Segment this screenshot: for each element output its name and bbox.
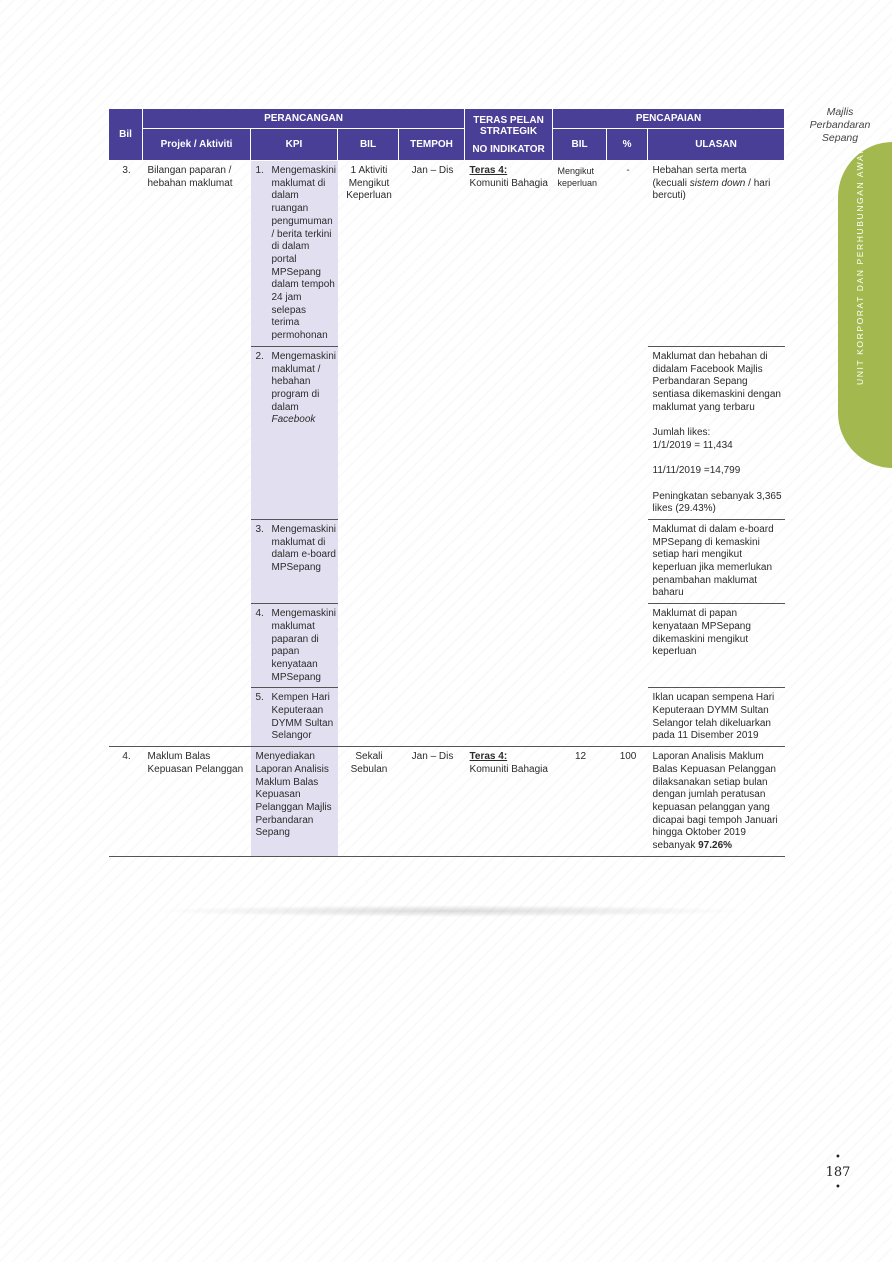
dot-icon: •: [835, 1182, 841, 1193]
header-no-indikator: NO INDIKATOR: [472, 143, 545, 155]
row-capai-pct: -: [607, 161, 648, 747]
ulasan-cell: Maklumat di dalam e-board MPSepang di kemaskini setiap hari mengikut keperluan jika memerlukan penambahan maklumat baharu: [648, 519, 785, 603]
header-perancangan: PERANCANGAN: [143, 109, 465, 129]
kpi-number: 1.: [255, 165, 264, 176]
page-number: 187: [825, 1165, 851, 1180]
header-teras-title: TERAS PELAN STRATEGIK: [473, 114, 544, 137]
header-teras: [465, 109, 553, 161]
org-line-1: Majlis: [826, 106, 854, 118]
kpi-number: 3.: [255, 523, 264, 535]
org-line-3: Sepang: [821, 132, 859, 144]
ulasan-text: Laporan Analisis Maklum Balas Kepuasan Pelanggan dilaksanakan setiap bulan dengan jumlah peratusan kepuasan pelanggan yang dicapai bagi tempoh Januari hingga Oktober 2019 sebanyak: [652, 751, 778, 852]
teras-label: Teras 4:: [469, 751, 508, 763]
header-bil-plan: BIL: [338, 129, 399, 161]
header-percent: %: [607, 129, 648, 161]
kpi-cell: [251, 604, 338, 688]
organization-name: [800, 106, 880, 145]
page-number-block: [818, 1152, 858, 1194]
kpi-text: Mengemaskini maklumat paparan di papan kenyataan MPSepang: [271, 608, 336, 683]
kpi-text: Mengemaskini maklumat di dalam ruangan pengumuman / berita terkini di dalam portal MPSepang dalam tempoh 24 jam selepas terima permohonan: [271, 165, 336, 342]
header-kpi: KPI: [251, 129, 338, 161]
row-capai-pct: 100: [607, 747, 648, 857]
ulasan-cell: [648, 161, 785, 347]
kpi-text: Mengemaskini maklumat / hebahan program di dalam: [271, 350, 336, 413]
ulasan-text-italic: sistem down: [689, 177, 746, 189]
row-bil: Sekali Sebulan: [338, 747, 399, 857]
header-projek: Projek / Aktiviti: [143, 129, 251, 161]
row-teras: [465, 747, 553, 857]
row-projek: Maklum Balas Kepuasan Pelanggan: [143, 747, 251, 857]
kpi-number: 2.: [255, 350, 264, 362]
likes-end: 11/11/2019 =14,799: [652, 465, 741, 477]
kpi-cell: [251, 346, 338, 519]
ulasan-text-b: / hari bercuti): [652, 177, 771, 202]
kpi-number: 5.: [255, 692, 264, 704]
kpi-table: [108, 108, 785, 857]
teras-value: Komuniti Bahagia: [469, 763, 548, 775]
header-bil: Bil: [109, 109, 143, 161]
teras-value: Komuniti Bahagia: [469, 177, 548, 189]
ulasan-text-a: Hebahan serta merta (kecuali: [652, 165, 747, 189]
row-capai-bil: 12: [553, 747, 607, 857]
ulasan-cell: Iklan ucapan sempena Hari Keputeraan DYMM Sultan Selangor telah dikeluarkan pada 11 Disember 2019: [648, 688, 785, 747]
row-bil: 1 Aktiviti Mengikut Keperluan: [338, 161, 399, 747]
likes-start: 1/1/2019 = 11,434: [652, 439, 733, 451]
row-number: 4.: [109, 747, 143, 857]
row-teras: [465, 161, 553, 747]
ulasan-cell: Maklumat di papan kenyataan MPSepang dikemaskini mengikut keperluan: [648, 604, 785, 688]
ulasan-text: Maklumat dan hebahan di didalam Facebook Majlis Perbandaran Sepang sentiasa dikemaskini dengan maklumat yang terbaru: [652, 350, 781, 413]
likes-title: Jumlah likes:: [652, 427, 711, 439]
likes-increase: Peningkatan sebanyak 3,365 likes (29.43%): [652, 490, 782, 515]
kpi-number: 4.: [255, 608, 264, 620]
table-row: [109, 161, 785, 347]
kpi-cell: Menyediakan Laporan Analisis Maklum Balas Kepuasan Pelanggan Majlis Perbandaran Sepang: [251, 747, 338, 857]
header-pencapaian: PENCAPAIAN: [553, 109, 785, 129]
kpi-text: Mengemaskini maklumat di dalam e-board MPSepang: [271, 523, 336, 574]
dot-icon: •: [835, 1152, 841, 1163]
ulasan-cell: [648, 346, 785, 519]
row-tempoh: Jan – Dis: [399, 161, 465, 747]
teras-label: Teras 4:: [469, 165, 508, 176]
header-tempoh: TEMPOH: [399, 129, 465, 161]
row-capai-bil: Mengikut keperluan: [553, 161, 607, 747]
ulasan-cell: [648, 747, 785, 857]
table-row: [109, 747, 785, 857]
row-tempoh: Jan – Dis: [399, 747, 465, 857]
kpi-cell: [251, 519, 338, 603]
row-number: 3.: [109, 161, 143, 747]
section-tab-label: UNIT KORPORAT DAN PERHUBUNGAN AWAM: [855, 145, 865, 385]
ulasan-percentage: 97.26%: [698, 840, 733, 852]
table-shadow: [150, 905, 750, 917]
header-ulasan: ULASAN: [648, 129, 785, 161]
row-projek: Bilangan paparan / hebahan maklumat: [143, 161, 251, 747]
org-line-2: Perbandaran: [809, 119, 871, 131]
kpi-text: Kempen Hari Keputeraan DYMM Sultan Selangor: [271, 692, 334, 742]
kpi-text-italic: Facebook: [271, 414, 316, 426]
kpi-cell: [251, 688, 338, 747]
kpi-cell: [251, 161, 338, 347]
header-bil-capai: BIL: [553, 129, 607, 161]
